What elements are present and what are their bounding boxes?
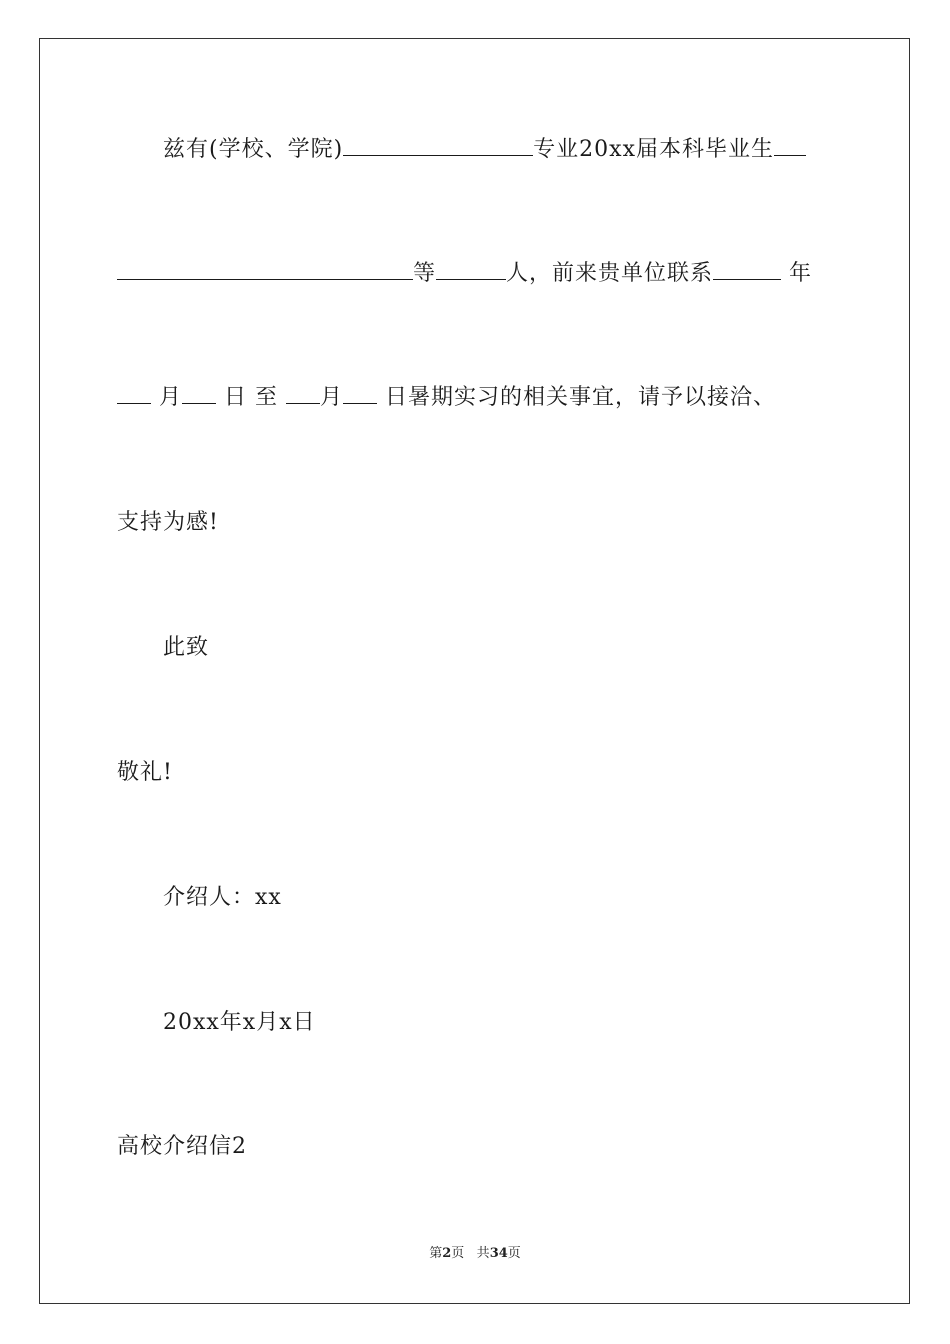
letter-text: 兹有(学校、学院) — [163, 137, 344, 162]
letter-text: 日暑期实习的相关事宜，请予以接洽、 — [377, 385, 776, 410]
page-border — [39, 38, 910, 1304]
letter-text: 月 — [319, 385, 343, 410]
closing-salutation: 此致 — [163, 635, 210, 660]
letter-line-2 — [117, 259, 837, 289]
blank-field — [436, 259, 506, 280]
letter-line-4: 支持为感! — [117, 510, 219, 535]
letter-text: 年 — [781, 261, 813, 286]
footer-total-prefix: 共 — [476, 1246, 490, 1261]
blank-field — [286, 383, 320, 404]
footer-total-pages: 34 — [489, 1246, 508, 1261]
footer-page-suffix: 页 — [451, 1246, 465, 1261]
closing-regards: 敬礼! — [117, 760, 173, 785]
blank-field — [343, 383, 377, 404]
blank-field — [117, 259, 413, 280]
footer-page-prefix: 第 — [429, 1246, 443, 1261]
introducer: 介绍人：xx — [163, 885, 282, 910]
footer-page-number: 2 — [442, 1246, 452, 1261]
letter-text: 专业20xx届本科毕业生 — [533, 137, 774, 162]
letter-line-3 — [117, 383, 837, 413]
letter-text: 月 — [151, 385, 182, 410]
letter-text: 人，前来贵单位联系 — [506, 261, 714, 286]
blank-field — [713, 259, 781, 280]
blank-field — [774, 135, 806, 156]
blank-field — [117, 383, 151, 404]
letter-text: 等 — [413, 261, 437, 286]
page-footer — [0, 1245, 950, 1263]
letter-line-1 — [163, 135, 883, 165]
footer-total-suffix: 页 — [507, 1246, 521, 1261]
blank-field — [182, 383, 216, 404]
blank-field — [343, 135, 533, 156]
section-heading: 高校介绍信2 — [117, 1134, 247, 1159]
letter-date: 20xx年x月x日 — [163, 1010, 316, 1035]
letter-text: 日 至 — [216, 385, 286, 410]
